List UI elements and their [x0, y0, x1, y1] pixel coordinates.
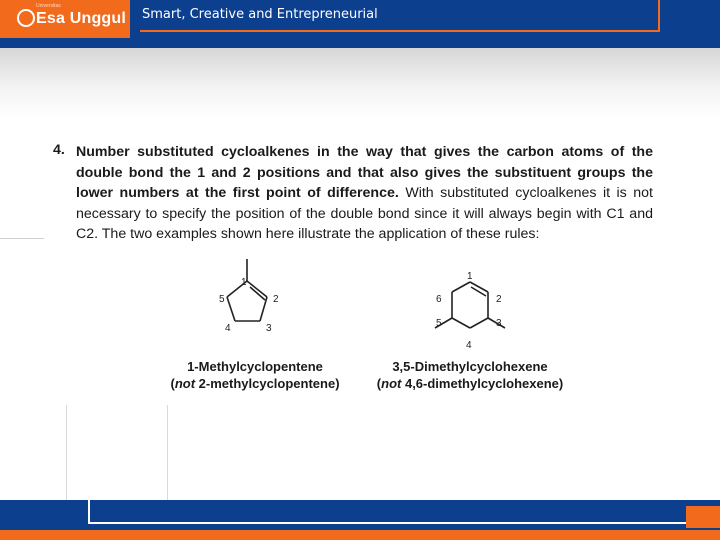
footer-accent-block	[686, 506, 720, 528]
logo-emblem-icon	[17, 9, 35, 27]
divider	[167, 405, 168, 500]
atom-label: 1	[241, 277, 247, 288]
rule-text: . The two examples shown here illustrate the application of these rules:	[94, 226, 540, 243]
footer-bar	[0, 500, 720, 540]
bond-line	[247, 281, 267, 297]
header-accent-line-vertical	[658, 0, 660, 32]
bond-line	[470, 318, 488, 328]
dimethylcyclohexene-structure	[415, 262, 535, 352]
rule-text: and	[624, 205, 653, 222]
rule-text: With substituted cycloalkenes it is not necessary to specify the position of the double bond since it will always begin with	[76, 185, 653, 222]
atom-label: 3	[496, 318, 502, 329]
compound-name: 1-Methylcyclopentene	[187, 359, 323, 374]
atom-label: 2	[496, 294, 502, 305]
footer-accent-strip	[0, 530, 720, 540]
carbon-label: C1	[606, 205, 625, 222]
atom-label: 1	[467, 271, 473, 282]
bond-line	[452, 318, 470, 328]
header-accent-line	[140, 30, 660, 32]
atom-label: 2	[273, 294, 279, 305]
bond-line	[470, 282, 488, 292]
footer-accent-line	[88, 500, 90, 524]
atom-label: 5	[436, 318, 442, 329]
methylcyclopentene-structure	[200, 255, 310, 340]
atom-label: 5	[219, 294, 225, 305]
logo	[0, 0, 130, 38]
logo-subtitle: Universitas	[36, 3, 61, 9]
divider	[0, 238, 44, 239]
header-bar	[0, 0, 720, 48]
carbon-label: C2	[76, 226, 95, 243]
divider	[66, 405, 67, 500]
bond-line	[227, 297, 235, 321]
atom-label: 4	[466, 340, 472, 351]
rule-bold-text: Number substituted cycloalkenes in the way that gives the carbon atoms of the double bond the 1 and 2 positions and that also gives the substituent groups the lower numbers at the first point of difference.	[76, 144, 653, 202]
atom-label: 4	[225, 323, 231, 334]
tagline: Smart, Creative and Entrepreneurial	[142, 7, 378, 22]
bond-line	[452, 282, 470, 292]
incorrect-name-note: (not 4,6-dimethylcyclohexene)	[376, 376, 564, 391]
bond-line	[260, 297, 267, 321]
incorrect-name-note: (not 2-methylcyclopentene)	[170, 376, 340, 391]
structure-caption	[365, 358, 575, 392]
rule-paragraph	[53, 142, 653, 245]
structure-caption	[155, 358, 355, 392]
atom-label: 6	[436, 294, 442, 305]
atom-label: 3	[266, 323, 272, 334]
rule-number: 4.	[53, 142, 65, 158]
footer-accent-line	[88, 522, 688, 524]
header-shadow-band	[0, 48, 720, 118]
double-bond-line	[471, 287, 486, 296]
compound-name: 3,5-Dimethylcyclohexene	[392, 359, 548, 374]
logo-text: Esa Unggul	[36, 10, 127, 27]
